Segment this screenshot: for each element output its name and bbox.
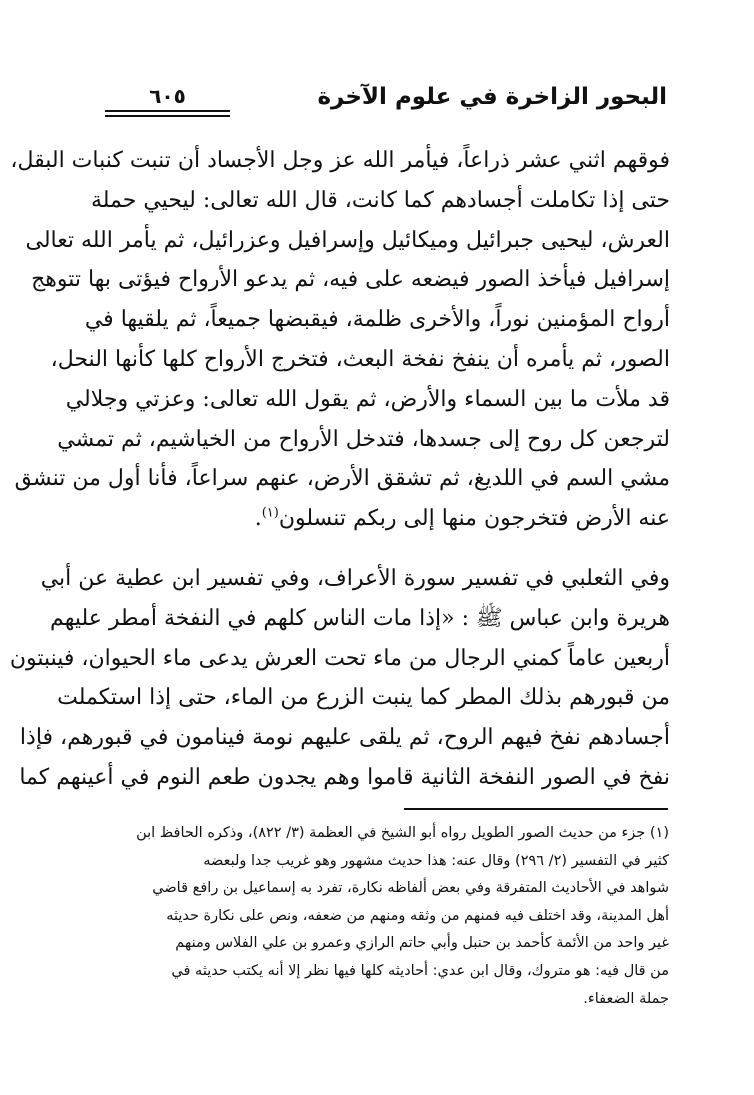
footnote-line: شواهد في الأحاديث المتفرقة وفي بعض ألفاظه نكارة، تفرد به إسماعيل بن رافع قاضي (152, 880, 669, 897)
text-line: من قبورهم بذلك المطر كما ينبت الزرع من الماء، حتى إذا استكملت (57, 685, 670, 711)
text-line: أجسادهم نفخ فيهم الروح، ثم يلقى عليهم نومة فينامون في قبورهم، فإذا (19, 725, 670, 751)
text-line: أربعين عاماً كمني الرجال من ماء تحت العرش يدعى ماء الحيوان، فينبتون (9, 645, 670, 671)
text-line: لترجعن كل روح إلى جسدها، فتدخل الأرواح من الخياشيم، ثم تمشي (57, 426, 670, 452)
paragraph-2 (9, 559, 670, 798)
text-line: أرواح المؤمنين نوراً، والأخرى ظلمة، فيقبضها جميعاً، ثم يلقيها في (84, 307, 670, 333)
text-line: هريرة وابن عباس ﷺ : «إذا مات الناس كلهم في النفخة أمطر عليهم (50, 605, 670, 631)
text-line-content: عنه الأرض فتخرجون منها إلى ربكم تنسلون (278, 506, 670, 532)
text-line: نفخ في الصور النفخة الثانية قاموا وهم يجدون طعم النوم في أعينهم كما (19, 764, 670, 790)
text-line: فوقهم اثني عشر ذراعاً، فيأمر الله عز وجل الأجساد أن تنبت كنبات البقل، (10, 148, 670, 173)
footnote-line: كثير في التفسير (٢/ ٢٩٦) وقال عنه: هذا حديث مشهور وهو غريب جدا ولبعضه (203, 852, 669, 869)
paragraph-1 (10, 141, 670, 539)
footnote-line: غير واحد من الأئمة كأحمد بن حنبل وأبي حاتم الرازي وعمرو بن علي الفلاس ومنهم (175, 935, 669, 952)
text-line: الصور، ثم يأمره أن ينفخ نفخة البعث، فتخرج الأرواح كلها كأنها النحل، (50, 346, 670, 372)
sentence-end: . (254, 506, 262, 532)
header-rule-bottom (105, 115, 230, 117)
running-header (105, 82, 667, 122)
text-line: قد ملأت ما بين السماء والأرض، ثم يقول الله تعالى: وعزتي وجلالي (65, 386, 670, 412)
main-text (9, 141, 670, 798)
footnote-block (104, 820, 669, 1013)
text-line: العرش، ليحيى جبرائيل وميكائيل وإسرافيل وعزرائيل، ثم يأمر الله تعالى (25, 227, 670, 253)
text-line: مشي السم في اللديغ، ثم تشقق الأرض، عنهم سراعاً، فأنا أول من تنشق (14, 466, 670, 492)
text-line: حتى إذا تكاملت أجسادهم كما كانت، قال الله تعالى: ليحيي حملة (90, 187, 670, 213)
header-rule-top (105, 110, 230, 112)
footnote-line: أهل المدينة، وقد اختلف فيه فمنهم من وثقه ومنهم من ضعفه، ونص على نكارة حديثه (166, 907, 669, 924)
text-line-last (110, 499, 670, 539)
text-line: إسرافيل فيأخذ الصور فيضعه على فيه، ثم يدعو الأرواح فيؤتى بها تتوهج (31, 267, 670, 293)
page-number: ٦٠٥ (149, 84, 186, 108)
footnote-separator (404, 808, 668, 810)
footnote-line: من قال فيه: هو متروك، وقال ابن عدي: أحاديثه كلها فيها نظر إلا أنه يكتب حديثه في (171, 962, 669, 979)
book-title: البحور الزاخرة في علوم الآخرة (317, 84, 667, 110)
text-line: وفي الثعلبي في تفسير سورة الأعراف، وفي تفسير ابن عطية عن أبي (40, 565, 670, 591)
footnote-line: جملة الضعفاء. (583, 990, 669, 1007)
footnote-line: (١) جزء من حديث الصور الطويل رواه أبو الشيخ في العظمة (٣/ ٨٢٢)، وذكره الحافظ ابن (136, 825, 669, 841)
footnote-reference[interactable]: (١) (261, 505, 279, 521)
